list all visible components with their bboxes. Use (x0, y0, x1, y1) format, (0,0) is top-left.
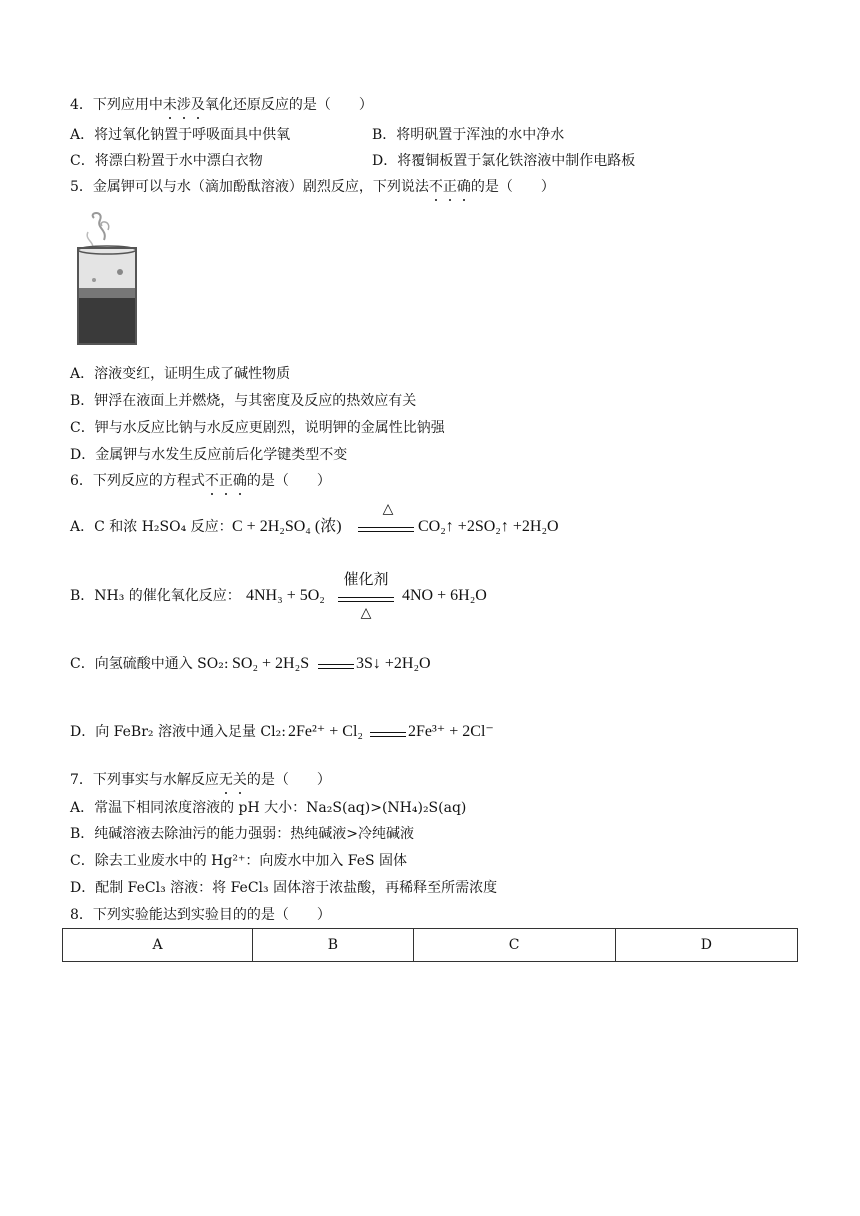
q4-option-b: B．将明矾置于浑浊的水中净水 (372, 127, 565, 143)
q6-stem (70, 471, 331, 491)
q6-a-label: A．C 和浓 H₂SO₄ 反应： (70, 519, 233, 535)
q6-d-equation-left: 2Fe²⁺ + Cl₂ (288, 723, 363, 740)
q5-option-b: B．钾浮在液面上并燃烧，与其密度及反应的热效应有关 (70, 393, 417, 409)
q7-option-b: B．纯碱溶液去除油污的能力强弱：热纯碱液>冷纯碱液 (70, 826, 415, 842)
q4-stem-post: 氧化还原反应的是（ ） (204, 97, 373, 113)
emphasis-char: 正 (442, 179, 457, 195)
emphasis-char: 不 (428, 179, 443, 195)
beaker-image (74, 210, 140, 346)
emphasis-char: 正 (218, 473, 233, 489)
q4-option-d: D．将覆铜板置于氯化铁溶液中制作电路板 (372, 153, 636, 169)
q8-col-d: D (615, 929, 797, 962)
q5-option-c: C．钾与水反应比钠与水反应更剧烈，说明钾的金属性比钠强 (70, 420, 445, 436)
q4-option-a: A．将过氧化钠置于呼吸面具中供氧 (70, 127, 291, 143)
q6-stem-dotted (205, 473, 247, 489)
q6-b-condition-top: 催化剂 (343, 572, 389, 588)
q6-option-c (70, 654, 229, 674)
q6-d-equation-right: 2Fe³⁺ + 2Cl⁻ (408, 723, 494, 740)
q6-a-equation-right: CO₂↑ +2SO₂↑ +2H₂O (418, 518, 559, 535)
q5-stem-dotted (429, 179, 471, 195)
q6-stem-pre: 6．下列反应的方程式 (70, 473, 205, 489)
emphasis-char: 及 (190, 97, 205, 113)
q6-c-arrow (318, 657, 354, 677)
q4-stem-dotted (163, 97, 205, 113)
q6-a-arrow (358, 520, 414, 540)
emphasis-char: 确 (232, 473, 247, 489)
q6-option-d (70, 722, 286, 742)
q6-b-label: B．NH₃ 的催化氧化反应： (70, 588, 241, 604)
q4-stem (70, 95, 373, 115)
q6-option-a (70, 517, 233, 537)
emphasis-char: 涉 (176, 97, 191, 113)
q6-c-label: C．向氢硫酸中通入 SO₂: (70, 656, 229, 672)
emphasis-char: 未 (162, 97, 177, 113)
q5-stem-post: 的是（ ） (470, 179, 555, 195)
q6-d-label: D．向 FeBr₂ 溶液中通入足量 Cl₂: (70, 724, 286, 740)
q6-b-equation-right: 4NO + 6H₂O (402, 587, 487, 604)
q8-stem: 8．下列实验能达到实验目的的是（ ） (70, 907, 331, 923)
q7-stem (70, 770, 331, 790)
q8-col-a: A (63, 929, 253, 962)
q8-col-c: C (413, 929, 615, 962)
q7-stem-post: 的是（ ） (246, 772, 331, 788)
q5-stem (70, 177, 555, 197)
emphasis-char: 无 (218, 772, 233, 788)
q7-option-c: C．除去工业废水中的 Hg²⁺：向废水中加入 FeS 固体 (70, 853, 408, 869)
q6-d-arrow (370, 725, 406, 745)
q7-stem-pre: 7．下列事实与水解反应 (70, 772, 219, 788)
q6-a-condition: △ (382, 502, 394, 517)
q7-option-a: A．常温下相同浓度溶液的 pH 大小：Na₂S(aq)>(NH₄)₂S(aq) (70, 800, 467, 816)
q5-stem-pre: 5．金属钾可以与水（滴加酚酞溶液）剧烈反应，下列说法 (70, 179, 429, 195)
q7-stem-dotted (219, 772, 247, 788)
emphasis-char: 关 (232, 772, 247, 788)
q4-option-c: C．将漂白粉置于水中漂白衣物 (70, 153, 263, 169)
q6-option-b (70, 586, 241, 606)
q8-options-table (62, 928, 798, 962)
q4-stem-pre: 4．下列应用中 (70, 97, 163, 113)
q5-option-a: A．溶液变红，证明生成了碱性物质 (70, 366, 291, 382)
q6-stem-post: 的是（ ） (246, 473, 331, 489)
q8-col-b: B (253, 929, 413, 962)
q6-c-equation-right: 3S↓ +2H₂O (356, 655, 431, 672)
q6-b-equation-left: 4NH₃ + 5O₂ (246, 587, 325, 604)
q6-c-equation-left: SO₂ + 2H₂S (232, 655, 310, 672)
q6-a-equation-left: C + 2H₂SO₄ (浓) (232, 518, 342, 535)
q6-b-condition-bottom: △ (360, 606, 372, 621)
q5-option-d: D．金属钾与水发生反应前后化学键类型不变 (70, 447, 348, 463)
q7-option-d: D．配制 FeCl₃ 溶液：将 FeCl₃ 固体溶于浓盐酸，再稀释至所需浓度 (70, 880, 498, 896)
emphasis-char: 确 (456, 179, 471, 195)
emphasis-char: 不 (204, 473, 219, 489)
